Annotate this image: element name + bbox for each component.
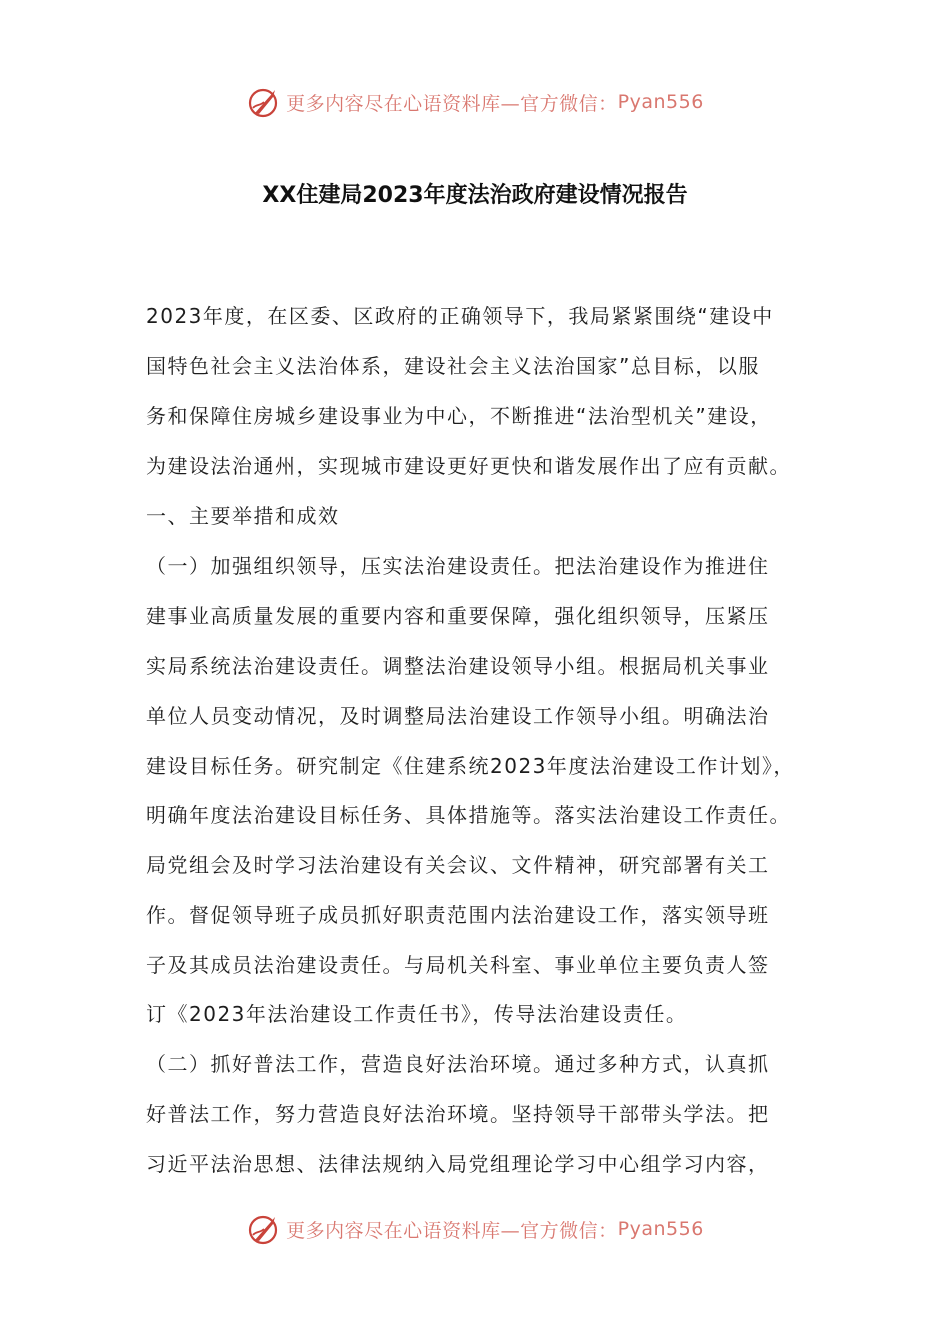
section-heading: 一、主要举措和成效 [146, 504, 340, 528]
body-line: 国特色社会主义法治体系，建设社会主义法治国家”总目标，以服 [146, 354, 760, 378]
body-line: 好普法工作，努力营造良好法治环境。坚持领导干部带头学法。把 [146, 1102, 770, 1126]
body-line: 务和保障住房城乡建设事业为中心，不断推进“法治型机关”建设， [146, 404, 772, 428]
pen-nib-circle-icon [246, 1211, 282, 1247]
watermark-wechat-id: Pyan556 [617, 1218, 704, 1240]
watermark-text: 更多内容尽在心语资料库—官方微信： [286, 92, 618, 115]
body-line: 订《2023年法治建设工作责任书》，传导法治建设责任。 [146, 1002, 688, 1026]
watermark-text: 更多内容尽在心语资料库—官方微信： [286, 1219, 618, 1242]
body-line: （二）抓好普法工作，营造良好法治环境。通过多种方式，认真抓 [146, 1052, 770, 1076]
body-line: 建设目标任务。研究制定《住建系统2023年度法治建设工作计划》， [146, 754, 795, 778]
body-line: 单位人员变动情况，及时调整局法治建设工作领导小组。明确法治 [146, 704, 770, 728]
body-line: 作。督促领导班子成员抓好职责范围内法治建设工作，落实领导班 [146, 903, 770, 927]
header-watermark [0, 80, 950, 124]
body-line: 2023年度，在区委、区政府的正确领导下，我局紧紧围绕“建设中 [146, 304, 774, 328]
body-line: 明确年度法治建设目标任务、具体措施等。落实法治建设工作责任。 [146, 803, 791, 827]
body-line: 局党组会及时学习法治建设有关会议、文件精神，研究部署有关工 [146, 853, 770, 877]
body-line: （一）加强组织领导，压实法治建设责任。把法治建设作为推进住 [146, 554, 770, 578]
body-line: 习近平法治思想、法律法规纳入局党组理论学习中心组学习内容， [146, 1152, 770, 1176]
pen-nib-circle-icon [246, 84, 282, 120]
body-line: 建事业高质量发展的重要内容和重要保障，强化组织领导，压紧压 [146, 604, 770, 628]
watermark-wechat-id: Pyan556 [617, 91, 704, 113]
body-line: 实局系统法治建设责任。调整法治建设领导小组。根据局机关事业 [146, 654, 770, 678]
footer-watermark [0, 1207, 950, 1251]
document-title: XX住建局2023年度法治政府建设情况报告 [262, 183, 688, 208]
body-line: 为建设法治通州，实现城市建设更好更快和谐发展作出了应有贡献。 [146, 454, 791, 478]
body-line: 子及其成员法治建设责任。与局机关科室、事业单位主要负责人签 [146, 953, 770, 977]
